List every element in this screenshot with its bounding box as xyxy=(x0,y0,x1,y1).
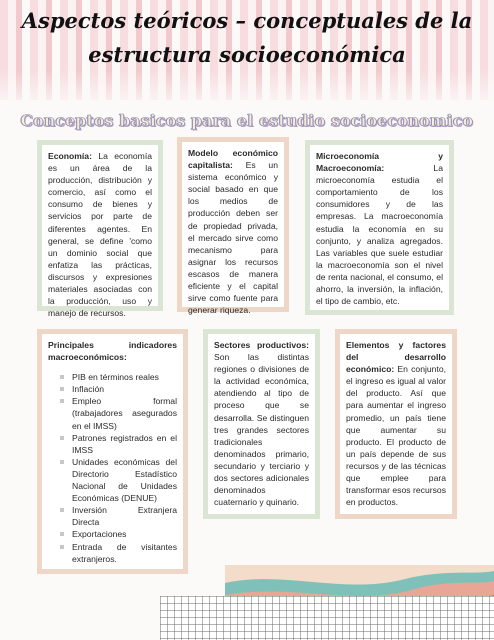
card-elementos-body xyxy=(346,339,446,508)
card-elementos-heading: Elementos y factores del desarrollo económico: xyxy=(346,340,446,375)
grid-paper-decoration xyxy=(160,596,494,640)
card-modelo-body xyxy=(188,147,278,316)
card-economia-text: La economía es un área de la producción, distribución y comercio, así como el consumo de bienes y servicios por parte de diferentes agentes. En general, se define 'como un dominio social que enfatiza las prácticas, discursos y expresiones materiales asociadas con la producción, uso y manejo de recursos. xyxy=(48,151,152,319)
card-sectores-heading: Sectores productivos: xyxy=(214,340,309,350)
list-item: Exportaciones xyxy=(72,528,177,540)
list-item: Patrones registrados en el IMSS xyxy=(72,432,177,455)
card-sectores-body xyxy=(214,339,309,508)
card-indicadores xyxy=(37,329,188,574)
card-micro-macro-text: La microeconomía estudia el comportamiento de los consumidores y de las empresas. La macroeconomía estudia la economía en su conjunto, y analiza agregados. Las variables que suele estudiar la macroeconomía son el nivel de renta nacional, el consumo, el ahorro, la inversión, la inflación, el tipo de cambio, etc. xyxy=(316,163,443,307)
card-economia-heading: Economía: xyxy=(48,151,92,161)
card-micro-macro-body xyxy=(316,150,443,307)
header-fade xyxy=(0,70,494,110)
card-micro-macro xyxy=(305,140,454,315)
card-modelo-heading: Modelo económico capitalista: xyxy=(188,148,278,171)
list-item: Empleo formal (trabajadores asegurados en el IMSS) xyxy=(72,396,177,431)
card-modelo xyxy=(177,137,289,316)
card-micro-macro-heading: Microeconomía y Macroeconomía: xyxy=(316,151,443,174)
card-economia-body xyxy=(48,150,152,319)
card-modelo-text: Es un sistema económico y social basado en que los medios de producción deben ser de propiedad privada, el mercado sirve como mecanismo para asignar los recursos escasos de manera eficiente y el capital sirve como fuente para generar riqueza. xyxy=(188,160,278,316)
list-item: Unidades económicas del Directorio Estadístico Nacional de Unidades Económicas (DENUE) xyxy=(72,456,177,504)
page-subtitle: Conceptos basicos para el estudio socioeconomico xyxy=(20,111,474,130)
card-sectores-text: Son las distintas regiones o divisiones de la actividad económica, atendiendo al tipo de proceso que se desarrolla. Se distinguen tres grandes sectores tradicionales denominados primario, secundario y terciario y dos sectores adicionales denominados cuaternario y quinario. xyxy=(214,352,309,508)
card-economia xyxy=(37,140,163,319)
card-sectores xyxy=(203,329,320,519)
list-item: Inflación xyxy=(72,383,177,395)
page-title: Aspectos teóricos – conceptuales de la estructura socioeconómica xyxy=(21,8,473,67)
card-elementos xyxy=(335,329,457,519)
card-indicadores-heading: Principales indicadores macroeconómicos: xyxy=(48,340,177,363)
card-elementos-text: En conjunto, el ingreso es igual al valor del producto. Así que para aumentar el ingreso promedio, un país tiene que aumentar su producto. El producto de un país depende de sus recursos y de las técnicas que emplee para transformar esos recursos en productos. xyxy=(346,364,446,508)
list-item: Inversión Extranjera Directa xyxy=(72,505,177,528)
list-item: Entrada de visitantes extranjeros. xyxy=(72,541,177,564)
list-item: PIB en términos reales xyxy=(72,371,177,383)
indicadores-list xyxy=(48,371,177,565)
